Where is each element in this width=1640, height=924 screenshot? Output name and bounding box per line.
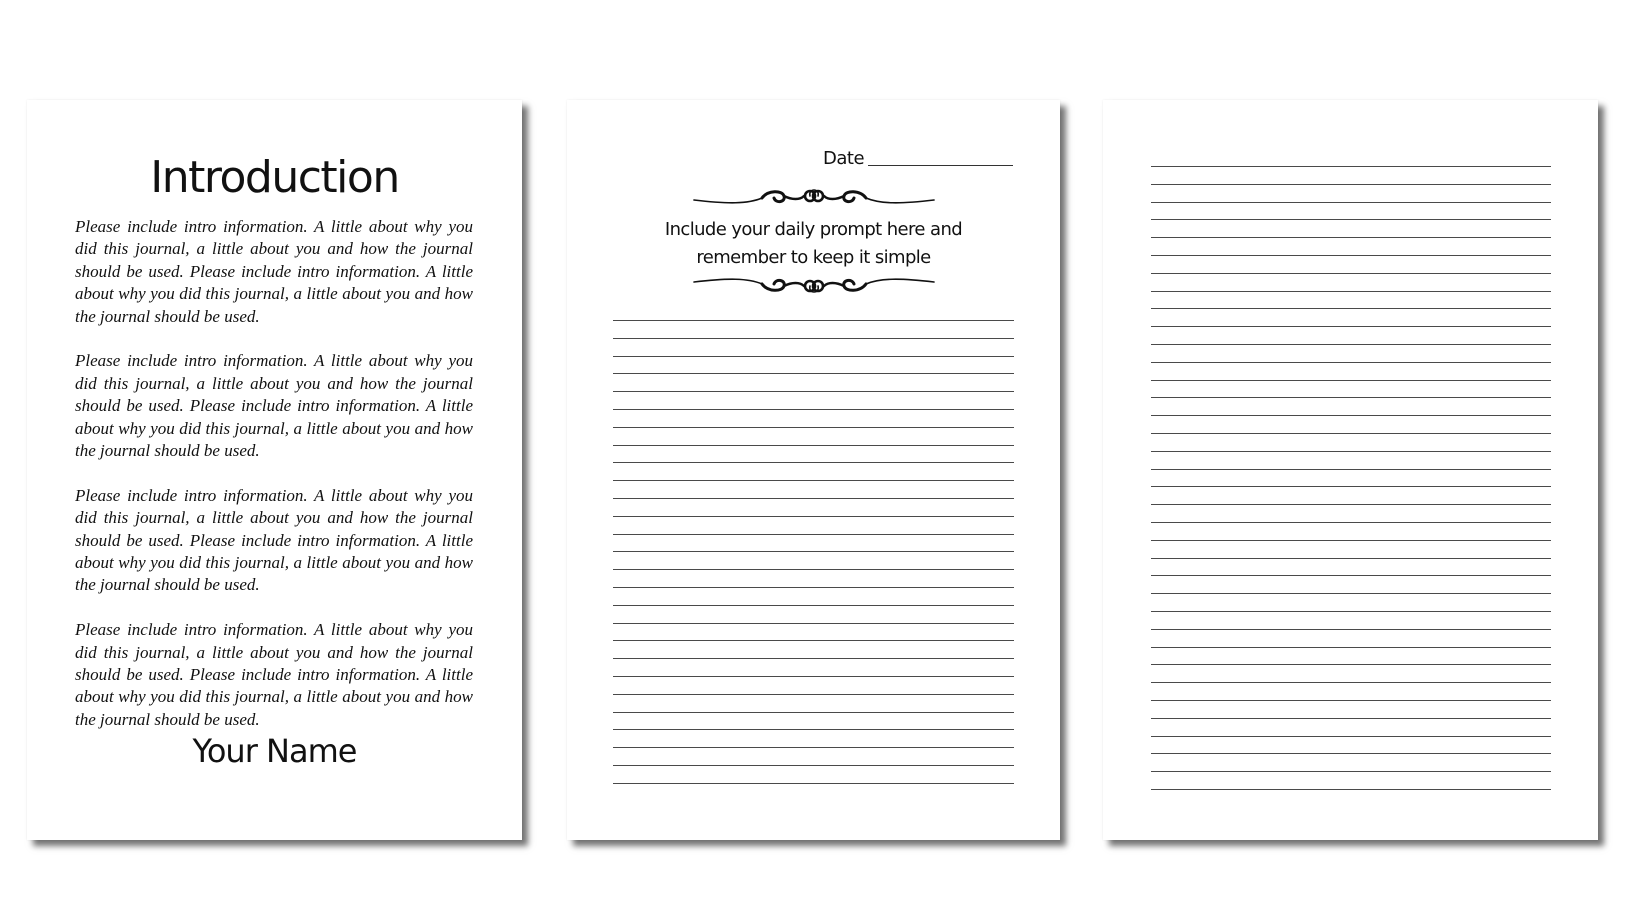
ruled-line[interactable] bbox=[1151, 308, 1551, 309]
ruled-line[interactable] bbox=[1151, 700, 1551, 701]
intro-body bbox=[75, 216, 473, 754]
date-label: Date bbox=[823, 148, 865, 169]
ruled-line[interactable] bbox=[1151, 504, 1551, 505]
ruled-line[interactable] bbox=[613, 409, 1014, 410]
intro-paragraph: Please include intro information. A little about why you did this journal, a little about you and how the journal should be used. Please include intro information. A little about why you did this journal, a little about you and how the journal should be used. bbox=[75, 485, 473, 595]
ruled-line[interactable] bbox=[1151, 629, 1551, 630]
intro-paragraph: Please include intro information. A little about why you did this journal, a little about you and how the journal should be used. Please include intro information. A little about why you did this journal, a little about you and how the journal should be used. bbox=[75, 217, 473, 326]
ruled-line[interactable] bbox=[1151, 647, 1551, 648]
ruled-line[interactable] bbox=[613, 338, 1014, 339]
ruled-line[interactable] bbox=[613, 569, 1014, 570]
ruled-line[interactable] bbox=[613, 534, 1014, 535]
ruled-line[interactable] bbox=[1151, 415, 1551, 416]
ruled-line[interactable] bbox=[613, 445, 1014, 446]
ruled-line[interactable] bbox=[1151, 682, 1551, 683]
ruled-line[interactable] bbox=[1151, 451, 1551, 452]
lined-page bbox=[1103, 100, 1598, 840]
ruled-line[interactable] bbox=[1151, 664, 1551, 665]
ruled-line[interactable] bbox=[1151, 789, 1551, 790]
ruled-line[interactable] bbox=[613, 765, 1014, 766]
ruled-line[interactable] bbox=[613, 427, 1014, 428]
ruled-line[interactable] bbox=[1151, 575, 1551, 576]
writing-lines[interactable] bbox=[613, 320, 1014, 840]
ruled-line[interactable] bbox=[1151, 291, 1551, 292]
ruled-line[interactable] bbox=[613, 551, 1014, 552]
ruled-line[interactable] bbox=[613, 712, 1014, 713]
ruled-line[interactable] bbox=[1151, 753, 1551, 754]
ruled-line[interactable] bbox=[1151, 486, 1551, 487]
ruled-line[interactable] bbox=[613, 320, 1014, 321]
ruled-line[interactable] bbox=[1151, 255, 1551, 256]
writing-lines[interactable] bbox=[1151, 166, 1551, 846]
ruled-line[interactable] bbox=[613, 587, 1014, 588]
flourish-divider-icon bbox=[688, 184, 940, 210]
ruled-line[interactable] bbox=[613, 640, 1014, 641]
ruled-line[interactable] bbox=[1151, 558, 1551, 559]
ruled-line[interactable] bbox=[613, 694, 1014, 695]
ruled-line[interactable] bbox=[613, 729, 1014, 730]
ruled-line[interactable] bbox=[1151, 593, 1551, 594]
ruled-line[interactable] bbox=[1151, 273, 1551, 274]
intro-paragraph: Please include intro information. A little about why you did this journal, a little about you and how the journal should be used. Please include intro information. A little about why you did this journal, a little about you and how the journal should be used. bbox=[75, 620, 473, 729]
ruled-line[interactable] bbox=[1151, 718, 1551, 719]
ruled-line[interactable] bbox=[1151, 771, 1551, 772]
ruled-line[interactable] bbox=[1151, 397, 1551, 398]
ruled-line[interactable] bbox=[1151, 202, 1551, 203]
ruled-line[interactable] bbox=[1151, 184, 1551, 185]
ruled-line[interactable] bbox=[1151, 469, 1551, 470]
prompt-page bbox=[567, 100, 1060, 840]
flourish-divider-icon bbox=[688, 272, 940, 298]
ruled-line[interactable] bbox=[613, 783, 1014, 784]
date-row bbox=[823, 148, 1013, 174]
intro-paragraph: Please include intro information. A little about why you did this journal, a little about you and how the journal should be used. Please include intro information. A little about why you did this journal, a little about you and how the journal should be used. bbox=[75, 351, 473, 461]
ruled-line[interactable] bbox=[1151, 166, 1551, 167]
ruled-line[interactable] bbox=[1151, 736, 1551, 737]
ruled-line[interactable] bbox=[613, 498, 1014, 499]
ruled-line[interactable] bbox=[613, 373, 1014, 374]
ruled-line[interactable] bbox=[613, 605, 1014, 606]
intro-title: Introduction bbox=[150, 152, 399, 203]
ruled-line[interactable] bbox=[613, 747, 1014, 748]
ruled-line[interactable] bbox=[1151, 237, 1551, 238]
ruled-line[interactable] bbox=[613, 623, 1014, 624]
ruled-line[interactable] bbox=[613, 356, 1014, 357]
ruled-line[interactable] bbox=[1151, 433, 1551, 434]
ruled-line[interactable] bbox=[1151, 362, 1551, 363]
ruled-line[interactable] bbox=[613, 462, 1014, 463]
daily-prompt: Include your daily prompt here and remember to keep it simple bbox=[664, 219, 963, 268]
intro-page bbox=[27, 100, 522, 840]
ruled-line[interactable] bbox=[613, 676, 1014, 677]
author-signature: Your Name bbox=[192, 732, 357, 770]
ruled-line[interactable] bbox=[1151, 344, 1551, 345]
ruled-line[interactable] bbox=[1151, 219, 1551, 220]
ruled-line[interactable] bbox=[1151, 611, 1551, 612]
date-write-line[interactable] bbox=[868, 165, 1013, 166]
ruled-line[interactable] bbox=[1151, 326, 1551, 327]
ruled-line[interactable] bbox=[613, 391, 1014, 392]
ruled-line[interactable] bbox=[1151, 522, 1551, 523]
ruled-line[interactable] bbox=[1151, 540, 1551, 541]
ruled-line[interactable] bbox=[1151, 380, 1551, 381]
ruled-line[interactable] bbox=[613, 480, 1014, 481]
ruled-line[interactable] bbox=[613, 658, 1014, 659]
ruled-line[interactable] bbox=[613, 516, 1014, 517]
